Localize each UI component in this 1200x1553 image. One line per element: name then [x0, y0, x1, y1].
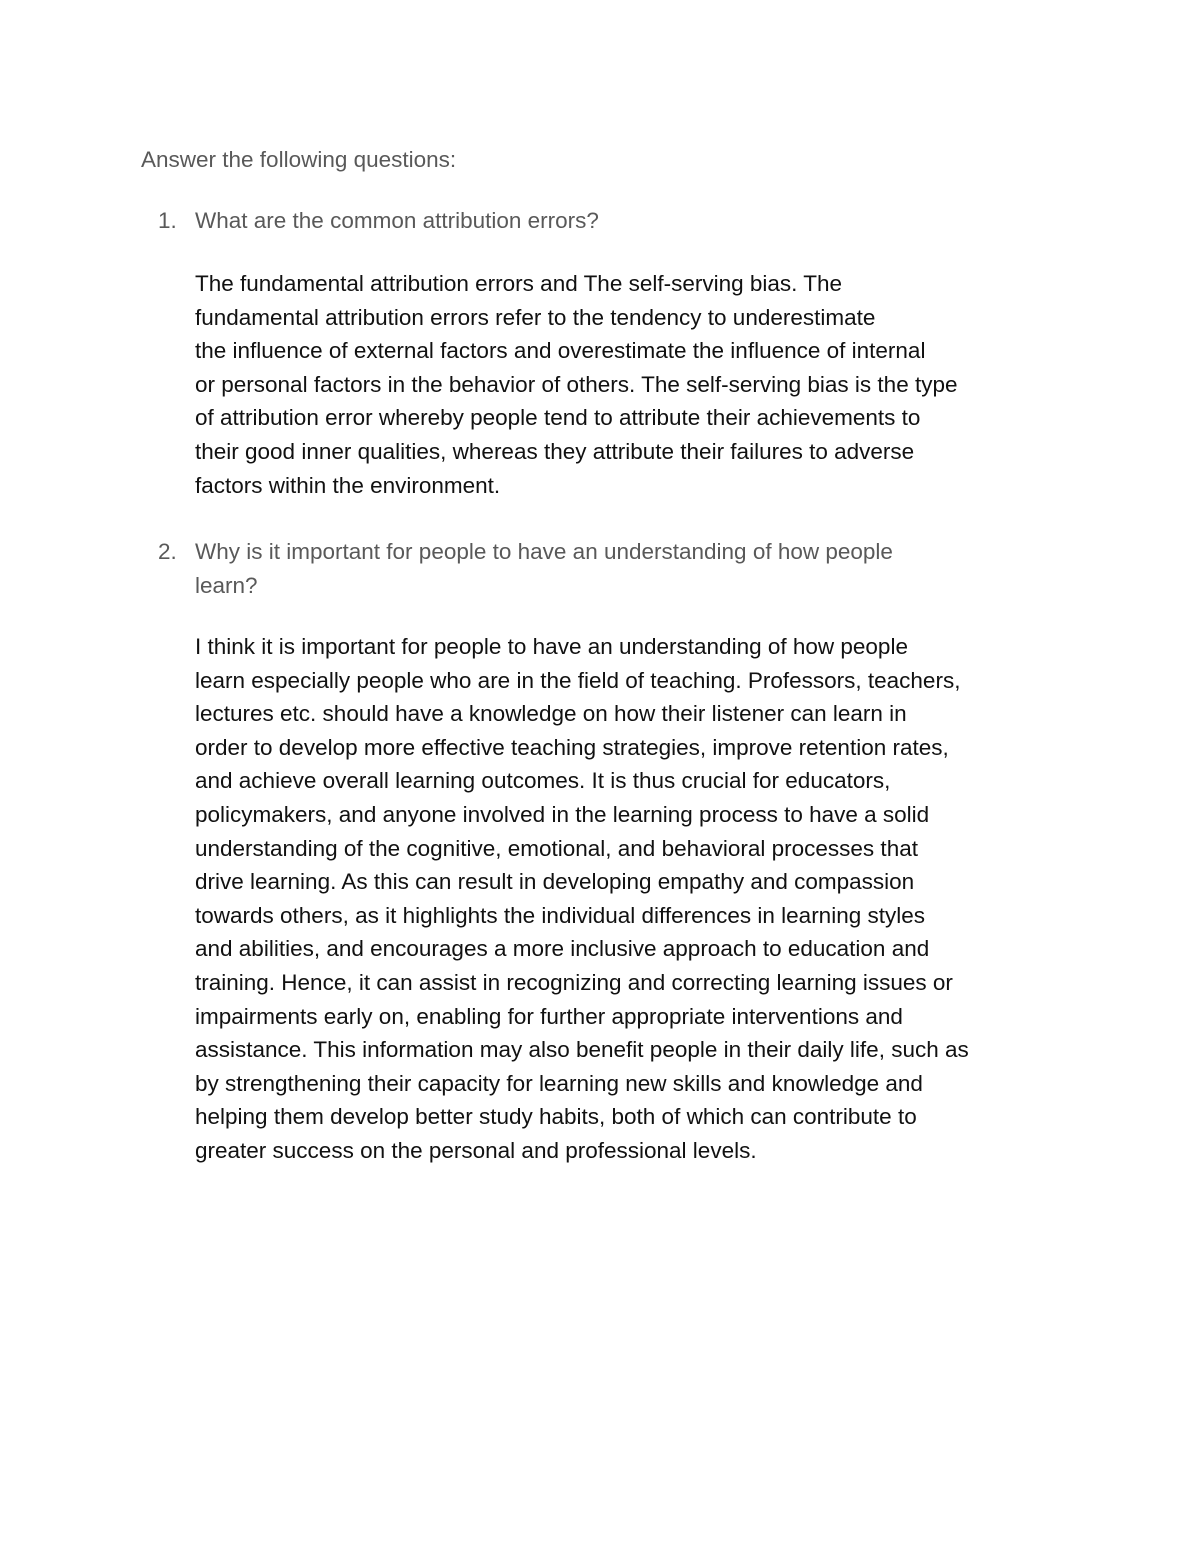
answer-2-line: greater success on the personal and professional levels. [195, 1137, 757, 1163]
answer-2-line: policymakers, and anyone involved in the learning process to have a solid [195, 801, 930, 827]
answer-1 [195, 267, 1075, 502]
question-1-line: What are the common attribution errors? [195, 208, 599, 233]
question-2-line: Why is it important for people to have an understanding of how people [195, 539, 893, 564]
answer-1-line: The fundamental attribution errors and The self-serving bias. The [195, 271, 843, 296]
answer-2-line: and abilities, and encourages a more inclusive approach to education and [195, 936, 930, 962]
answer-2-line: impairments early on, enabling for further appropriate interventions and [195, 1003, 903, 1029]
answer-1-line: their good inner qualities, whereas they attribute their failures to adverse [195, 438, 915, 464]
question-2-line: learn? [195, 572, 258, 598]
answer-2-line: helping them develop better study habits, both of which can contribute to [195, 1104, 917, 1130]
intro-heading: Answer the following questions: [141, 147, 457, 172]
answer-1-line: or personal factors in the behavior of others. The self-serving bias is the type [195, 371, 958, 397]
answer-2-line: and achieve overall learning outcomes. It is thus crucial for educators, [195, 768, 891, 794]
answer-2-line: towards others, as it highlights the individual differences in learning styles [195, 902, 925, 928]
answer-1-line: fundamental attribution errors refer to the tendency to underestimate [195, 304, 876, 330]
answer-2-line: I think it is important for people to have an understanding of how people [195, 634, 908, 659]
item-number-2: 2. [158, 539, 177, 564]
answer-2-line: training. Hence, it can assist in recognizing and correcting learning issues or [195, 969, 953, 995]
answer-2-line: understanding of the cognitive, emotional, and behavioral processes that [195, 835, 918, 861]
answer-2-line: learn especially people who are in the field of teaching. Professors, teachers, [195, 667, 961, 693]
answer-2-line: by strengthening their capacity for learning new skills and knowledge and [195, 1070, 923, 1096]
answer-1-line: the influence of external factors and overestimate the influence of internal [195, 338, 926, 364]
answer-2-line: lectures etc. should have a knowledge on how their listener can learn in [195, 701, 907, 727]
answer-1-line: factors within the environment. [195, 472, 501, 498]
answer-1-line: of attribution error whereby people tend to attribute their achievements to [195, 405, 921, 431]
item-number-1: 1. [158, 208, 177, 233]
question-1 [195, 204, 1075, 238]
answer-2-line: assistance. This information may also benefit people in their daily life, such as [195, 1037, 969, 1063]
question-2 [195, 535, 1075, 602]
answer-2 [195, 630, 1075, 1168]
answer-2-line: drive learning. As this can result in developing empathy and compassion [195, 869, 915, 895]
answer-2-line: order to develop more effective teaching strategies, improve retention rates, [195, 734, 949, 760]
